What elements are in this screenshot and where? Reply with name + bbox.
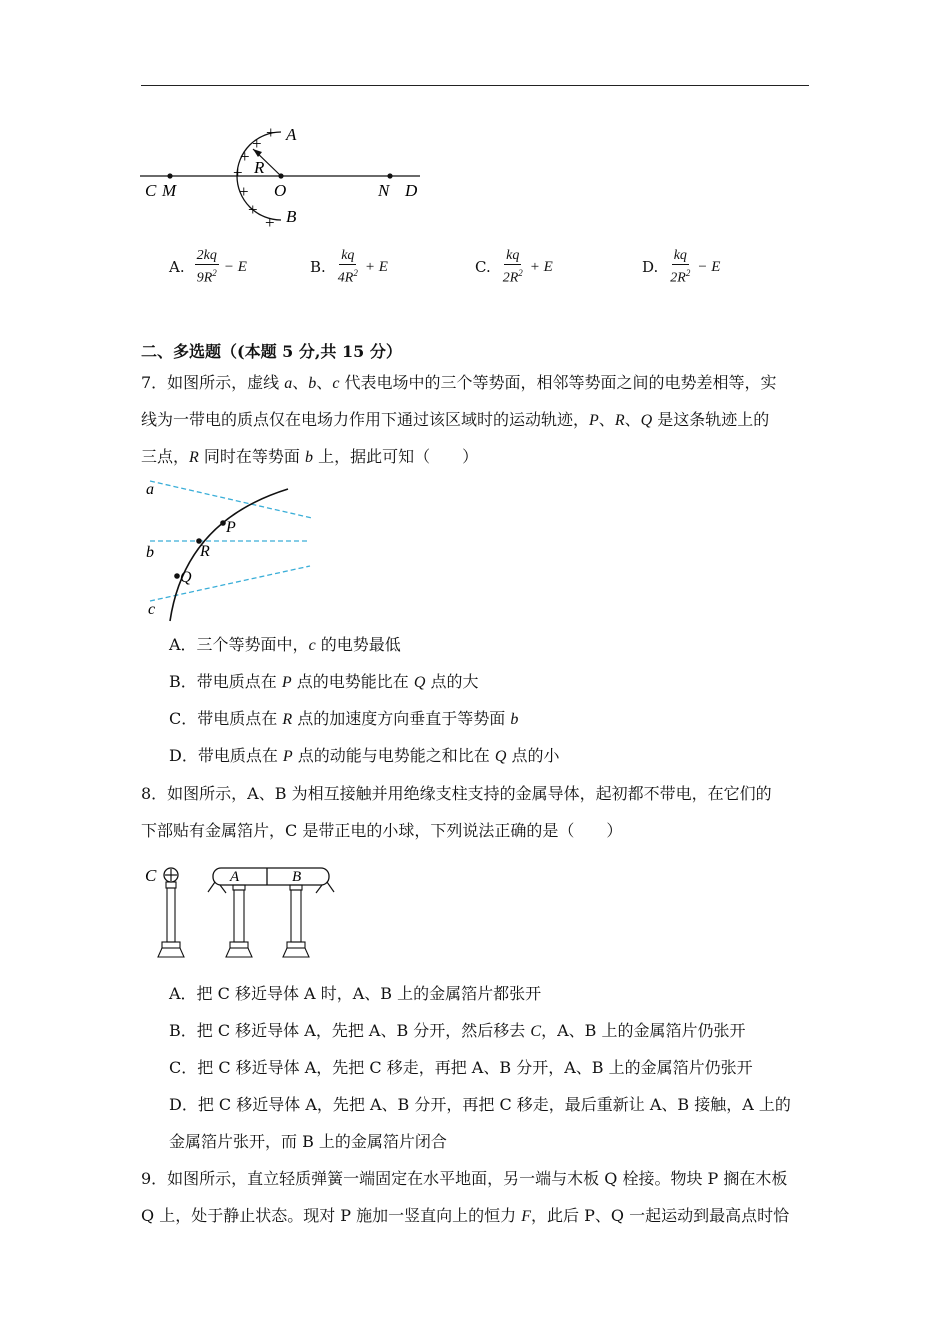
label-c: C — [145, 866, 157, 885]
stand-c — [167, 888, 175, 942]
label-b: B — [292, 869, 302, 885]
label-p: P — [226, 519, 236, 536]
charge-sign: + — [239, 182, 249, 201]
q8-option-c[interactable]: C．把 C 移近导体 A，先把 C 移走，再把 A、B 分开，A、B 上的金属箔片仍张开 — [169, 1058, 753, 1077]
foil-b — [327, 882, 334, 892]
q6-option-c[interactable]: C. $\frac{kq}{2R^2}$ + E — [475, 248, 553, 286]
charge-sign: + — [248, 200, 258, 219]
semicircle-charge-figure — [140, 118, 430, 233]
q8-option-a[interactable]: A．把 C 移近导体 A 时，A、B 上的金属箔片都张开 — [169, 984, 542, 1003]
label-c: C — [145, 181, 157, 200]
q6-option-d[interactable]: D. $\frac{kq}{2R^2}$ − E — [642, 248, 721, 286]
q8-option-d-cont: 金属箔片张开，而 B 上的金属箔片闭合 — [169, 1132, 447, 1151]
charge-sign: + — [265, 213, 275, 232]
q7-option-b[interactable]: B．带电质点在 P 点的电势能比在 Q 点的大 — [169, 672, 479, 691]
q8-line-2: 下部贴有金属箔片，C 是带正电的小球，下列说法正确的是（ ） — [141, 821, 623, 840]
label-d: D — [405, 181, 418, 200]
stand-b — [291, 890, 301, 942]
header-rule — [141, 85, 809, 86]
charge-sign: + — [240, 147, 250, 166]
q7-line-2: 线为一带电的质点仅在电场力作用下通过该区域时的运动轨迹，P、R、Q 是这条轨迹上的 — [141, 410, 770, 429]
label-a: A — [286, 125, 297, 144]
q6-option-b[interactable]: B. $\frac{kq}{4R^2}$ + E — [310, 248, 388, 286]
q7-line-3: 三点，R 同时在等势面 b 上，据此可知（ ） — [141, 447, 479, 466]
conductor-figure — [140, 860, 340, 960]
q8-option-d[interactable]: D．把 C 移近导体 A，先把 A、B 分开，再把 C 移走，最后重新让 A、B 接触，A 上的 — [169, 1095, 791, 1114]
charge-sign: + — [252, 134, 262, 153]
q9-line-2: Q 上，处于静止状态。现对 P 施加一竖直向上的恒力 F，此后 P、Q 一起运动到最高点时恰 — [141, 1206, 790, 1225]
label-m: M — [162, 181, 177, 200]
q7-option-c[interactable]: C．带电质点在 R 点的加速度方向垂直于等势面 b — [169, 709, 519, 728]
point-m — [167, 173, 172, 178]
point-q — [174, 573, 180, 579]
q7-option-a[interactable]: A．三个等势面中，c 的电势最低 — [169, 635, 401, 654]
label-b: B — [286, 207, 297, 226]
stand-a — [234, 890, 244, 942]
label-a: A — [230, 869, 240, 885]
label-r: R — [200, 543, 210, 560]
label-n: N — [378, 181, 390, 200]
label-b: b — [146, 544, 154, 561]
section-heading: 二、多选题（(本题 5 分,共 15 分） — [141, 342, 402, 361]
label-a: a — [146, 481, 154, 498]
q8-option-b[interactable]: B．把 C 移近导体 A，先把 A、B 分开，然后移去 C，A、B 上的金属箔片仍张开 — [169, 1021, 746, 1040]
point-n — [387, 173, 392, 178]
q6-option-a[interactable]: A. $\frac{2kq}{9R^2}$ − E — [169, 248, 247, 286]
equipotential-figure — [140, 476, 320, 626]
point-p — [220, 520, 226, 526]
q9-line-1: 9．如图所示，直立轻质弹簧一端固定在水平地面，另一端与木板 Q 栓接。物块 P 搁在木板 — [141, 1169, 788, 1188]
label-r: R — [254, 158, 265, 177]
q7-option-d[interactable]: D．带电质点在 P 点的动能与电势能之和比在 Q 点的小 — [169, 746, 560, 765]
q8-line-1: 8．如图所示，A、B 为相互接触并用绝缘支柱支持的金属导体，起初都不带电，在它们的 — [141, 784, 772, 803]
label-c: c — [148, 601, 156, 618]
equipotential-a — [150, 481, 312, 518]
foil-a — [208, 882, 215, 892]
label-o: O — [274, 181, 287, 200]
charge-sign: + — [266, 123, 276, 142]
equipotential-c — [150, 566, 310, 601]
q7-line-1: 7．如图所示，虚线 a、b、c 代表电场中的三个等势面，相邻等势面之间的电势差相等，实 — [141, 373, 777, 392]
charge-sign: + — [233, 163, 243, 182]
charge-signs — [233, 123, 276, 232]
label-q: Q — [180, 569, 192, 586]
